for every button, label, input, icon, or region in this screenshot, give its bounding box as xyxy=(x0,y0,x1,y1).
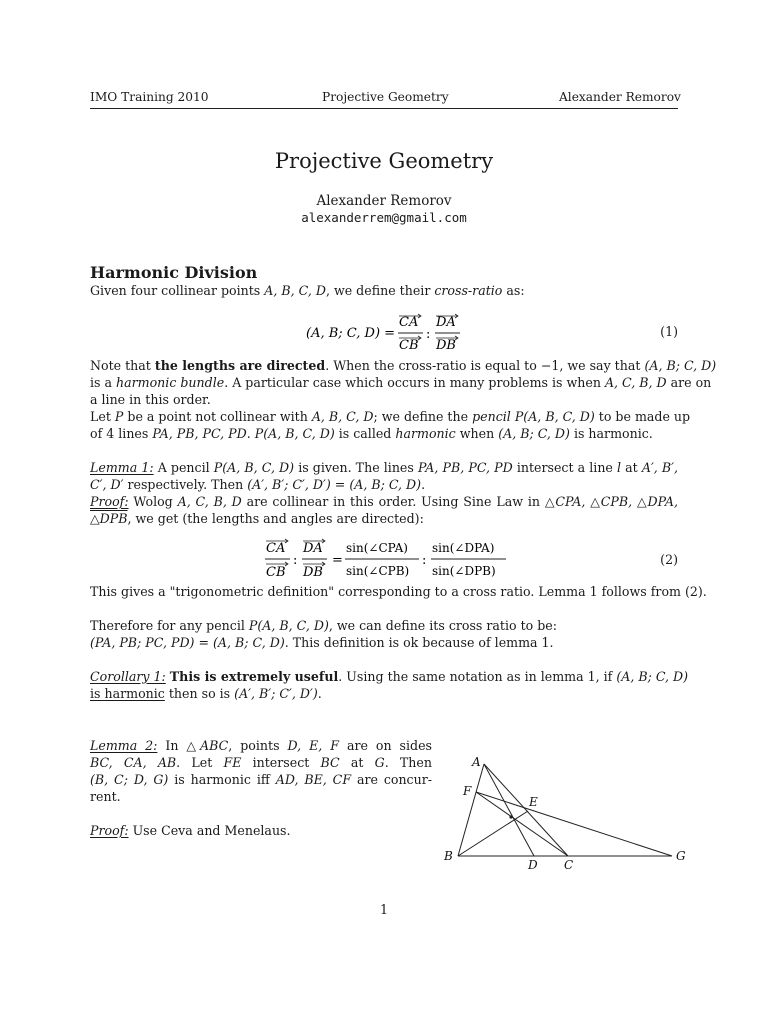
equation-2-svg xyxy=(262,536,512,582)
eq1-num2: DA xyxy=(436,315,456,330)
author-name: Alexander Remorov xyxy=(316,193,452,209)
text: Use Ceva and Menelaus. xyxy=(128,823,291,838)
math: A, C, B, D xyxy=(177,494,242,509)
author-email: alexanderrem@gmail.com xyxy=(301,210,467,225)
equation-2 xyxy=(262,536,512,582)
lemma1-proof-line1 xyxy=(90,494,678,509)
text: is harmonic. xyxy=(569,426,653,441)
eq2-num1: CA xyxy=(266,541,286,556)
math: A, B, C, D xyxy=(311,409,374,424)
text: intersect xyxy=(241,755,321,770)
eq1-lhs: (A, B; C, D) = xyxy=(306,326,396,341)
text: are concur- xyxy=(351,772,433,787)
text: Therefore for any pencil xyxy=(90,618,249,633)
bold-text: This is extremely useful xyxy=(169,669,339,684)
math: (A, B; C, D) xyxy=(498,426,570,441)
text: , points xyxy=(228,738,288,753)
eq1-den2: DB xyxy=(436,338,456,353)
label-A: A xyxy=(472,755,481,769)
text: are on xyxy=(666,375,712,390)
text: is harmonic xyxy=(90,686,165,701)
text: is harmonic iff xyxy=(168,772,276,787)
eq2-sin-num1: sin(∠CPA) xyxy=(346,541,408,555)
text: are collinear in this order. Using Sine Law in xyxy=(241,494,545,509)
eq2-den2: DB xyxy=(303,565,323,580)
eq1-den1: CB xyxy=(399,338,419,353)
label-C: C xyxy=(564,858,574,872)
lemma2-line1 xyxy=(90,738,432,753)
text: as: xyxy=(502,283,525,298)
equation-1-number: (1) xyxy=(660,324,678,339)
para3-line: This gives a "trigonometric definition" corresponding to a cross ratio. Lemma 1 follows from (2). xyxy=(90,584,707,599)
text: . When the cross-ratio is equal to −1, we say that xyxy=(325,358,645,373)
header-rule xyxy=(90,108,678,109)
emphasis: harmonic bundle xyxy=(116,375,225,390)
math: △DPB xyxy=(90,511,128,526)
paper-title: Projective Geometry xyxy=(274,149,494,173)
label-F: F xyxy=(463,784,472,798)
math: G xyxy=(374,755,385,770)
corollary1-label: Corollary 1: xyxy=(90,669,166,684)
eq2-colon1: : xyxy=(293,553,298,568)
equation-2-number: (2) xyxy=(660,552,678,567)
concurrency-point xyxy=(509,815,512,818)
text: Let xyxy=(90,409,115,424)
text: ; we define the xyxy=(373,409,473,424)
math: (A, B; C, D) xyxy=(644,358,717,373)
lemma1-proof-line2 xyxy=(90,511,678,526)
math: P(A, B, C, D) xyxy=(248,618,329,633)
text: Given four collinear points xyxy=(90,283,265,298)
eq2-sin-num2: sin(∠DPA) xyxy=(432,541,495,555)
para2-line4 xyxy=(90,409,691,424)
text: at xyxy=(621,460,642,475)
text: respectively. Then xyxy=(123,477,248,492)
corollary1-line1 xyxy=(90,669,689,684)
math: PA, PB, PC, PD xyxy=(152,426,247,441)
math: △ABC xyxy=(186,738,229,753)
math: AD, BE, CF xyxy=(275,772,352,787)
text: is given. The lines xyxy=(294,460,418,475)
lemma1-line1 xyxy=(90,460,678,475)
header-left: IMO Training 2010 xyxy=(90,90,209,104)
text: A pencil xyxy=(153,460,214,475)
math: △CPA, △CPB, △DPA, xyxy=(544,494,678,509)
eq2-colon2: : xyxy=(422,553,427,568)
text: be a point not collinear with xyxy=(123,409,312,424)
text: Wolog xyxy=(128,494,178,509)
para4-line1 xyxy=(90,618,678,633)
label-B: B xyxy=(444,849,453,863)
section-heading: Harmonic Division xyxy=(90,263,258,282)
eq1-num1: CA xyxy=(399,315,419,330)
lemma2-line4: rent. xyxy=(90,789,121,804)
text: of 4 lines xyxy=(90,426,153,441)
math: (A, B; C, D) xyxy=(616,669,689,684)
lemma2-line2 xyxy=(90,755,432,770)
eq2-sin-den2: sin(∠DPB) xyxy=(432,564,496,578)
equation-1-svg xyxy=(300,312,480,356)
math: l xyxy=(617,460,622,475)
text: . Let xyxy=(176,755,224,770)
text: then so is xyxy=(164,686,235,701)
text: when xyxy=(455,426,499,441)
segment-FG xyxy=(476,792,672,856)
math: PA, PB, PC, PD xyxy=(417,460,513,475)
math: A, B, C, D xyxy=(264,283,326,298)
page-number: 1 xyxy=(379,902,388,917)
label-E: E xyxy=(529,795,538,809)
eq2-num2: DA xyxy=(303,541,323,556)
text: . A particular case which occurs in many problems is when xyxy=(224,375,605,390)
para4-line2 xyxy=(90,635,678,650)
text: . xyxy=(246,426,255,441)
lemma2-label: Lemma 2: xyxy=(90,738,158,753)
lemma1-line2 xyxy=(90,477,678,492)
math: P xyxy=(114,409,124,424)
corollary1-line2 xyxy=(90,686,678,701)
header-right: Alexander Remorov xyxy=(559,90,681,104)
para2-line2 xyxy=(90,375,712,390)
math: C′, D′ xyxy=(90,477,124,492)
para2-line1 xyxy=(90,358,717,373)
math: FE xyxy=(223,755,242,770)
text: at xyxy=(339,755,375,770)
segment-CF xyxy=(476,792,568,856)
proof-label: Proof: xyxy=(90,494,129,509)
label-D: D xyxy=(528,858,538,872)
figure-triangle xyxy=(440,750,690,875)
text: . xyxy=(317,686,322,701)
bold-text: the lengths are directed xyxy=(154,358,326,373)
eq1-colon: : xyxy=(426,327,431,342)
text: to be made up xyxy=(594,409,691,424)
math: (B, C; D, G) xyxy=(90,772,169,787)
math: A′, B′, xyxy=(641,460,679,475)
math: BC, CA, AB xyxy=(90,755,177,770)
text: Note that xyxy=(90,358,155,373)
math: P(A, B, C, D) xyxy=(254,426,335,441)
lemma1-label: Lemma 1: xyxy=(90,460,154,475)
text: . xyxy=(421,477,426,492)
emphasis: harmonic xyxy=(395,426,456,441)
text: is a xyxy=(90,375,117,390)
proof-label: Proof: xyxy=(90,823,129,838)
para2-line5 xyxy=(90,426,678,441)
math: D, E, F xyxy=(287,738,339,753)
math: (PA, PB; PC, PD) = (A, B; C, D) xyxy=(90,635,285,650)
math: P(A, B, C, D) xyxy=(514,409,595,424)
text: , we can define its cross ratio to be: xyxy=(328,618,558,633)
math: BC xyxy=(320,755,340,770)
label-G: G xyxy=(676,849,686,863)
text: , we define their xyxy=(325,283,435,298)
eq2-den1: CB xyxy=(266,565,286,580)
eq2-equals: = xyxy=(332,553,343,568)
text: . This definition is ok because of lemma 1. xyxy=(284,635,554,650)
para1-line xyxy=(90,283,678,298)
math: (A′, B′; C′, D′) = (A, B; C, D) xyxy=(247,477,422,492)
emphasis: cross-ratio xyxy=(434,283,503,298)
text: , we get (the lengths and angles are directed): xyxy=(127,511,424,526)
text: intersect a line xyxy=(512,460,617,475)
eq2-sin-den1: sin(∠CPB) xyxy=(346,564,410,578)
text: is called xyxy=(334,426,396,441)
lemma2-proof xyxy=(90,823,432,838)
lemma2-line3 xyxy=(90,772,432,787)
para2-line3: a line in this order. xyxy=(90,392,211,407)
math: (A′, B′; C′, D′) xyxy=(234,686,318,701)
text: . Then xyxy=(384,755,432,770)
text: . Using the same notation as in lemma 1, if xyxy=(338,669,617,684)
math: A, C, B, D xyxy=(604,375,667,390)
text: In xyxy=(157,738,187,753)
header-center: Projective Geometry xyxy=(322,90,449,104)
equation-1 xyxy=(300,312,480,356)
emphasis: pencil xyxy=(472,409,511,424)
math: P(A, B, C, D) xyxy=(213,460,295,475)
text: are on sides xyxy=(339,738,433,753)
